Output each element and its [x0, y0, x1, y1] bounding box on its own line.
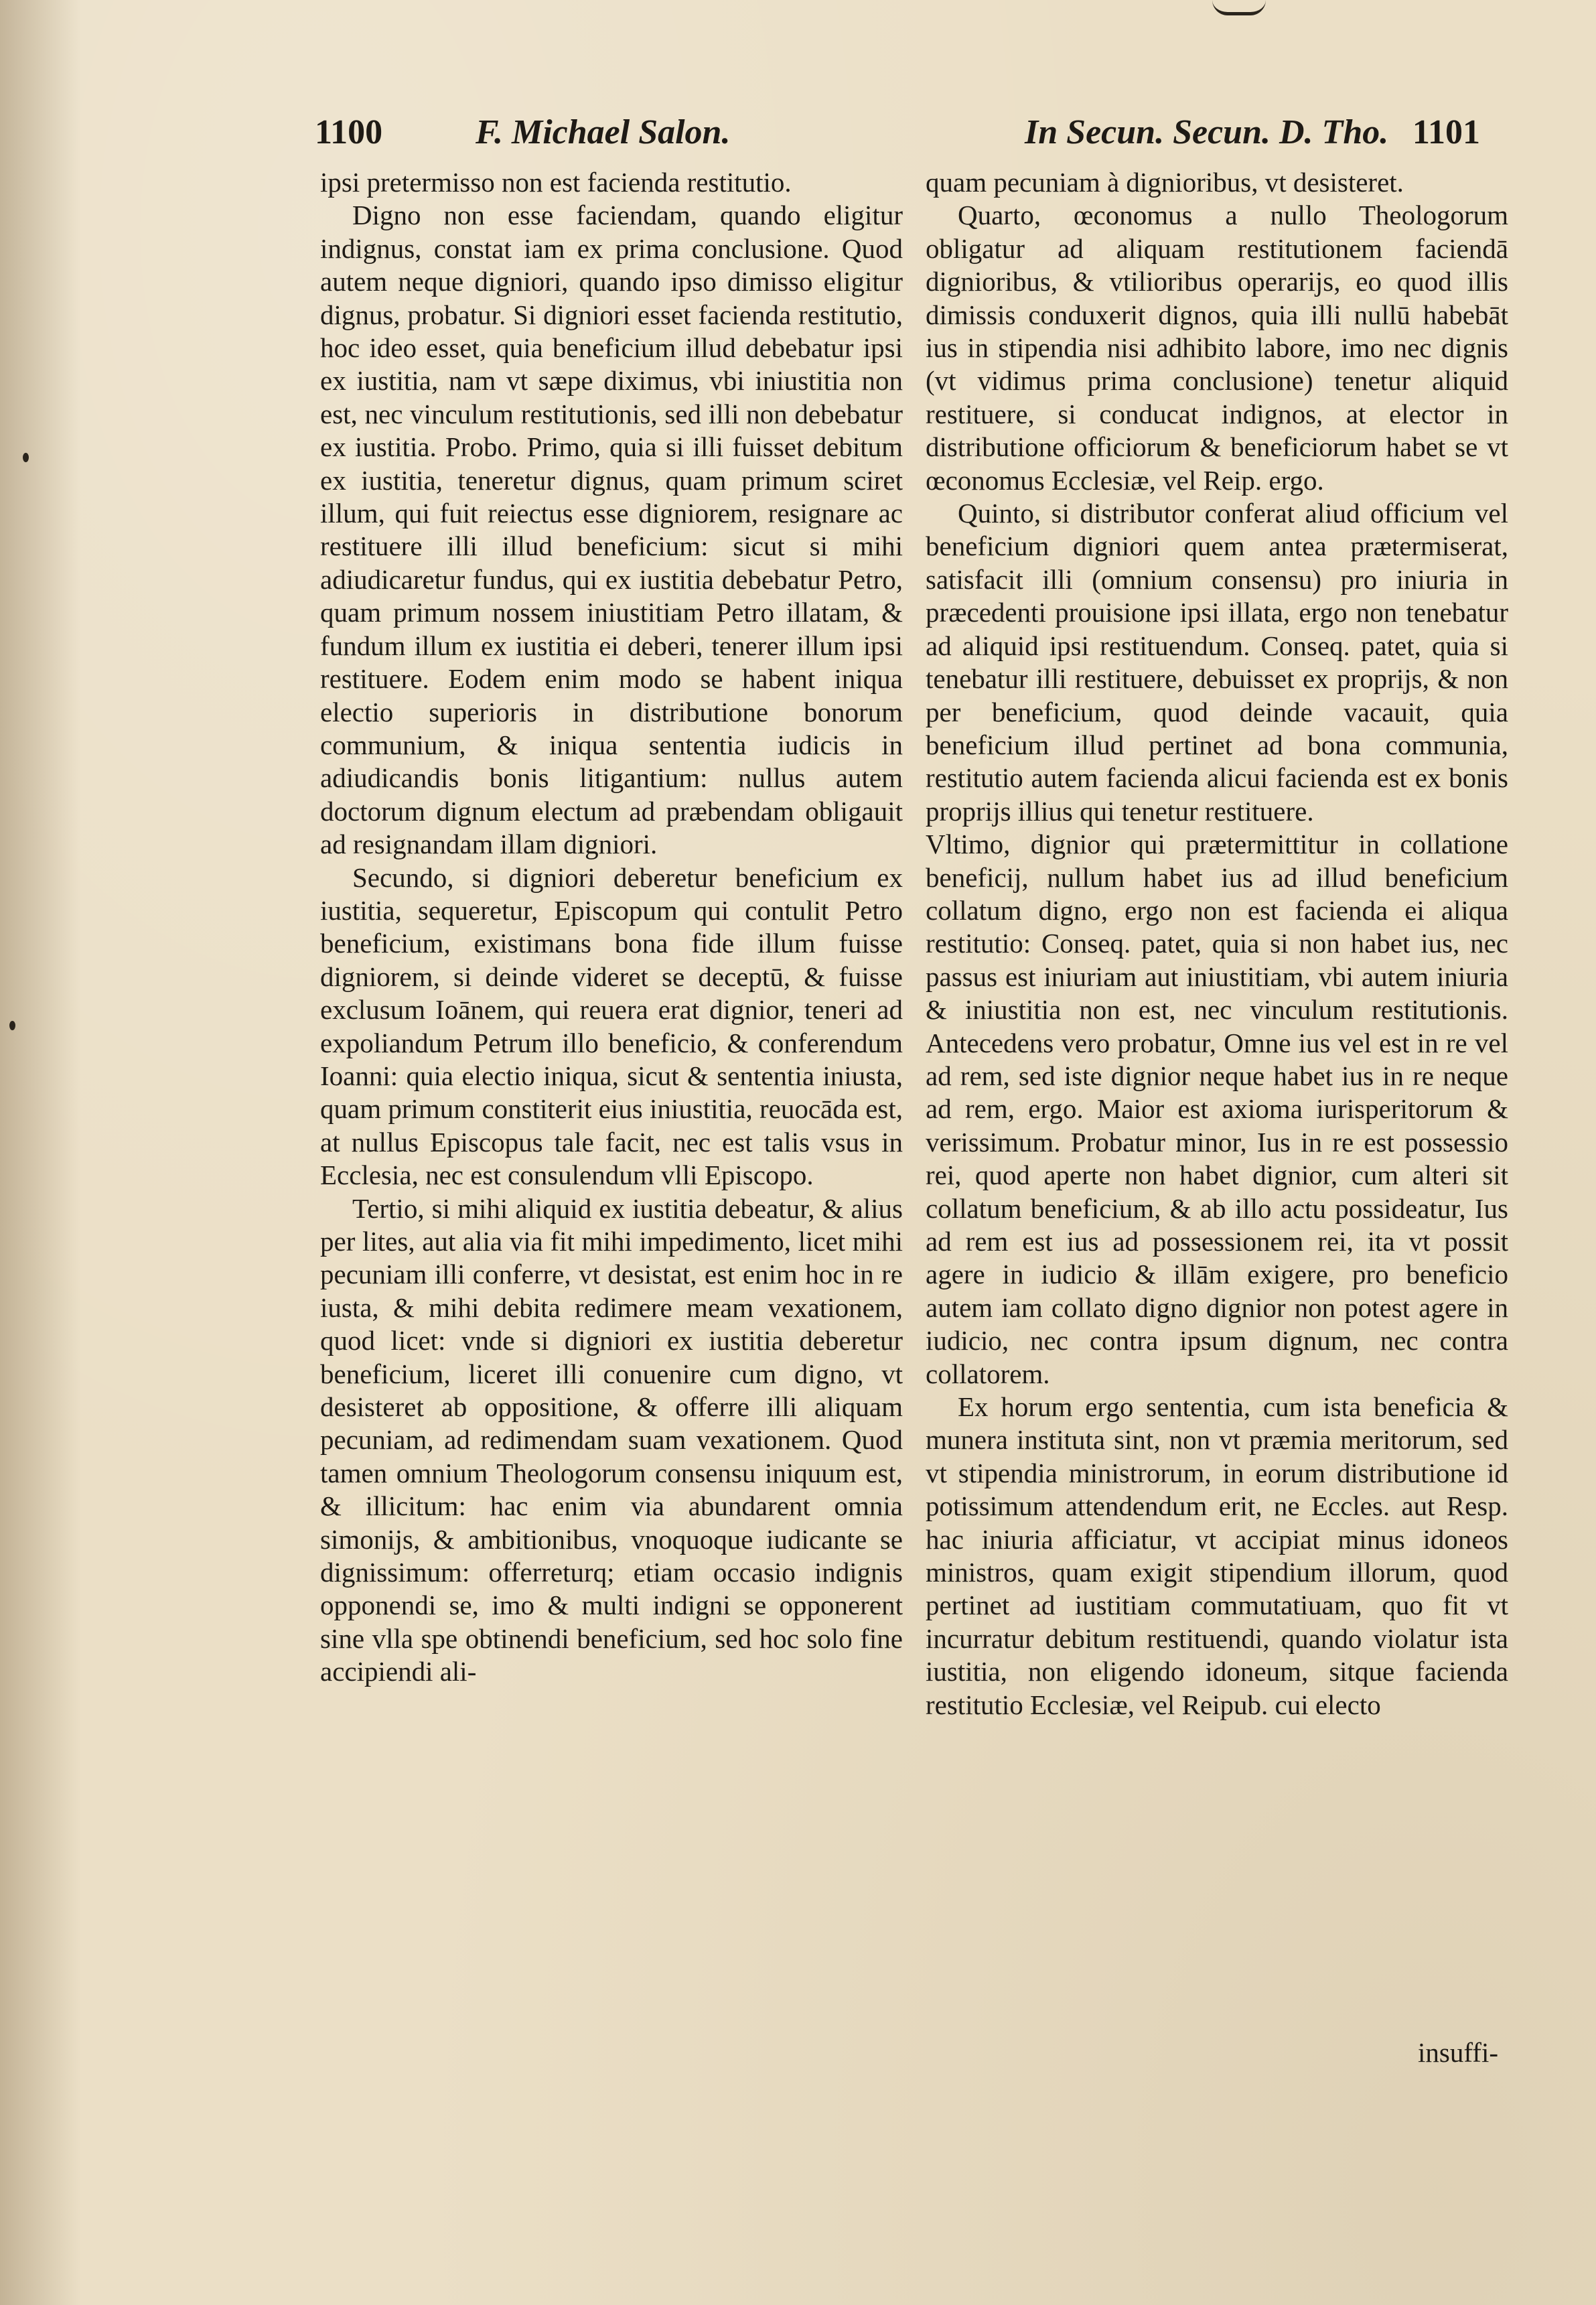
paragraph: Tertio, si mihi aliquid ex iustitia debeatur, & alius per lites, aut alia via fit mihi impedimento, licet mihi pecuniam illi conferre, vt desistat, est enim hoc in re iusta, & mihi debita redimere meam vexationem, quod licet: vnde si digniori ex iustitia deberetur beneficium, liceret illi conuenire cum digno, vt desisteret ab oppositione, & offerre illi aliquam pecuniam, ad redimendam suam vexationem. Quod tamen omnium Theologorum consensu iniquum est, & illicitum: hac enim via abundarent omnia simonijs, & ambitionibus, vnoquoque iudicante se dignissimum: offerreturq; etiam occasio indignis opponendi se, imo & multi indigni se opponerent sine vlla spe obtinendi beneficium, sed hoc solo fine accipiendi ali- [320, 1192, 903, 1687]
ink-speck [23, 453, 29, 462]
catchword: insuffi- [1418, 2037, 1498, 2068]
gutter-shadow [0, 0, 80, 2305]
paragraph: Quinto, si distributor conferat aliud officium vel beneficium digniori quem antea prætermiserat, satisfacit illi (omnium consensu) pro iniuria in præcedenti prouisione ipsi illata, ergo non tenebatur ad aliquid ipsi restituendum. Conseq. patet, quia si tenebatur illi restituere, debuisset ex proprijs, & non per beneficium, quod deinde vacauit, quia beneficium illud pertinet ad bona communia, restitutio autem facienda alicui facienda est ex bonis proprijs illius qui tenetur restituere. [926, 498, 1508, 827]
paragraph: Digno non esse faciendam, quando eligitur indignus, constat iam ex prima conclusione. Quod autem neque digniori, quando ipso dimisso eligitur dignus, probatur. Si digniori esset facienda restitutio, hoc ideo esset, quia beneficium illud debebatur ipsi ex iustitia, nam vt sæpe diximus, vbi iniustitia non est, nec vinculum restitutionis, sed illi non debebatur ex iustitia. Probo. Primo, quia si illi fuisset debitum ex iustitia, teneretur dignus, quam primum sciret illum, qui fuit reiectus esse digniorem, resignare ac restituere illi illud beneficium: sicut si mihi adiudicaretur fundus, qui ex iustitia debebatur Petro, quam primum nossem iniustitiam Petro illatam, & fundum illum ex iustitia ei deberi, tenerer illum ipsi restituere. Eodem enim modo se habent iniqua electio superioris in distributione bonorum communium, & iniqua sententia iudicis in adiudicandis bonis litigantium: nullus autem doctorum dignum electum ad præbendam obligauit ad resignandam illam digniori. [320, 200, 903, 860]
right-column [926, 166, 1508, 1722]
paragraph: Ex horum ergo sententia, cum ista beneficia & munera instituta sint, non vt præmia meritorum, sed vt stipendia ministrorum, in eorum distributione id potissimum attendendum erit, ne Eccles. aut Resp. hac iniuria afficiatur, vt accipiat minus idoneos ministros, quam exigit stipendium illorum, quod pertinet ad iustitiam commutatiuam, quo fit vt incurratur debitum restituendi, quando violatur ista iustitia, non eligendo idoneum, sitque facienda restitutio Ecclesiæ, vel Reipub. cui electo [926, 1391, 1508, 1720]
paragraph: quam pecuniam à dignioribus, vt desisteret. [926, 167, 1404, 198]
printer-mark [1212, 0, 1266, 15]
page-header [315, 113, 1480, 159]
paragraph: ipsi pretermisso non est facienda restitutio. [320, 167, 792, 198]
folio-right: 1101 [1412, 113, 1480, 151]
paragraph: Quarto, œconomus a nullo Theologorum obligatur ad aliquam restitutionem faciendā dignioribus, & vtilioribus operarijs, eo quod illis dimissis conduxerit dignos, quia illi nullū habebāt ius in stipendia nisi adhibito labore, imo nec dignis (vt vidimus prima conclusione) tenetur aliquid restituere, si conducat indignos, at elector in distributione officiorum & beneficiorum habet se vt œconomus Ecclesiæ, vel Reip. ergo. [926, 200, 1508, 496]
running-head-right: In Secun. Secun. D. Tho. [1025, 113, 1389, 151]
left-column [320, 166, 903, 1689]
paragraph: Vltimo, dignior qui prætermittitur in collatione beneficij, nullum habet ius ad illud beneficium collatum digno, ergo non est facienda ei aliqua restitutio: Conseq. patet, quia si non habet ius, nec passus est iniuriam aut iniustitiam, vbi autem iniuria & iniustitia non est, nec vinculum restitutionis. Antecedens vero probatur, Omne ius vel est in re vel ad rem, sed iste dignior neque habet ius in re neque ad rem, ergo. Maior est axioma iurisperitorum & verissimum. Probatur minor, Ius in re est possessio rei, quod aperte non habet dignior, cum alteri sit collatum beneficium, & ab illo actu possideatur, Ius ad rem est ius ad possessionem rei, ita vt possit agere in iudicio & illām exigere, pro beneficio autem iam collato digno dignior non potest agere in iudicio, nec contra ipsum dignum, nec contra collatorem. [926, 829, 1508, 1389]
paragraph: Secundo, si digniori deberetur beneficium ex iustitia, sequeretur, Episcopum qui contulit Petro beneficium, existimans bona fide illum fuisse digniorem, si deinde videret se deceptū, & fuisse exclusum Ioānem, qui reuera erat dignior, teneri ad expoliandum Petrum illo beneficio, & conferendum Ioanni: quia electio iniqua, sicut & sententia iniusta, quam primum constiterit eius iniustitia, reuocāda est, at nullus Episcopus tale facit, nec est talis vsus in Ecclesia, nec est consulendum vlli Episcopo. [320, 861, 903, 1191]
ink-speck [9, 1021, 15, 1030]
running-head-left: F. Michael Salon. [476, 113, 731, 151]
folio-left: 1100 [315, 113, 383, 151]
